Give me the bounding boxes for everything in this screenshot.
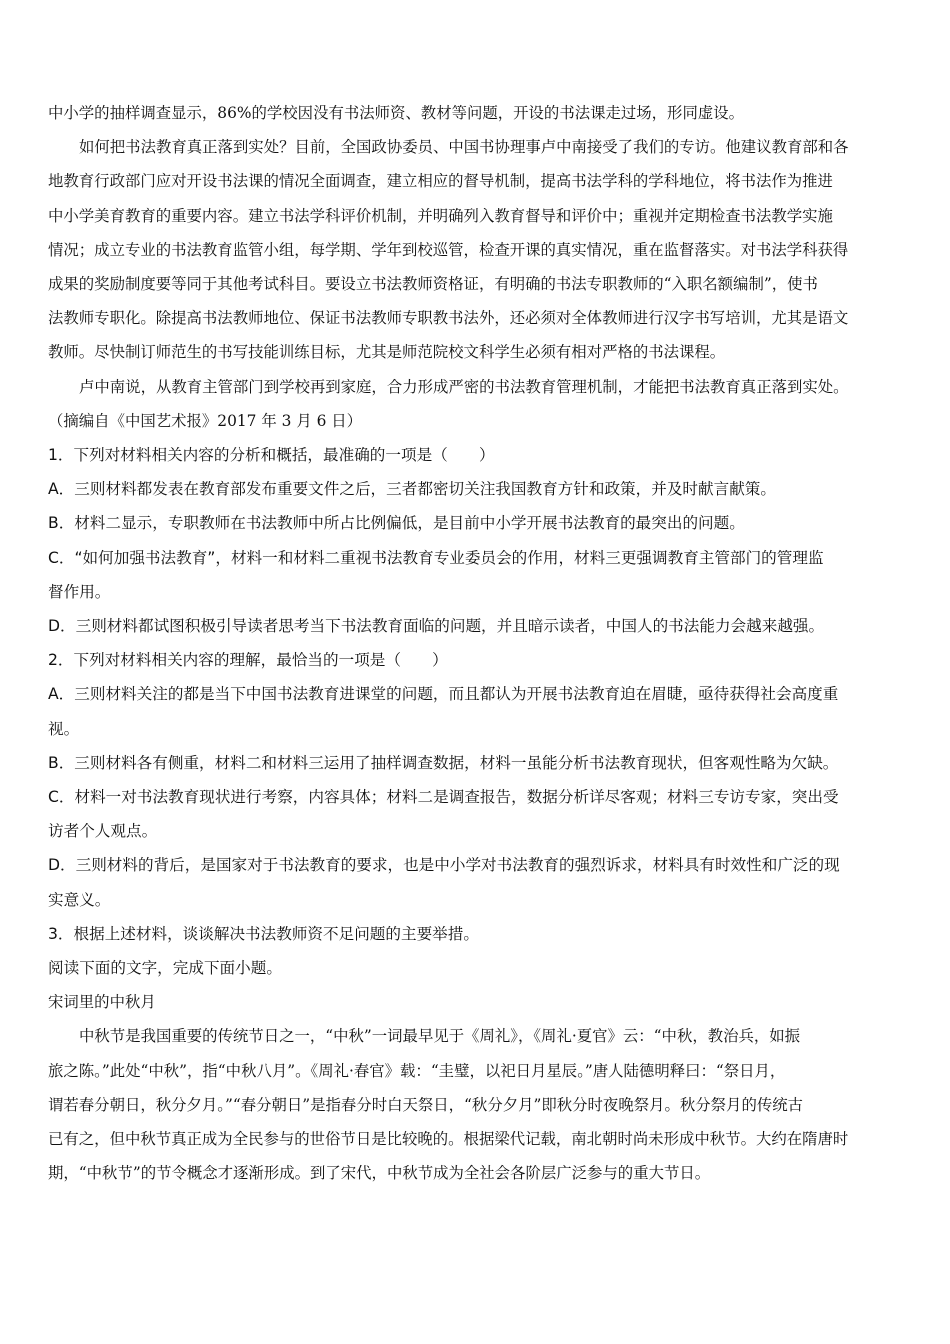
- text-line: 访者个人观点。: [48, 822, 158, 841]
- text-line: 期，“中秋节”的节令概念才逐渐形成。到了宋代，中秋节成为全社会各阶层广泛参与的重大节日。: [48, 1164, 711, 1183]
- text-line: 中小学美育教育的重要内容。建立书法学科评价机制，并明确列入教育督导和评价中；重视并定期检查书法教学实施: [48, 206, 833, 225]
- text-line: 已有之，但中秋节真正成为全民参与的世俗节日是比较晚的。根据梁代记载，南北朝时尚未形成中秋节。大约在隋唐时: [48, 1130, 849, 1149]
- text-line: 宋词里的中秋月: [48, 993, 156, 1012]
- text-line: 督作用。: [48, 582, 111, 601]
- text-line: 3．根据上述材料，谈谈解决书法教师资不足问题的主要举措。: [48, 924, 479, 943]
- text-line: 卢中南说，从教育主管部门到学校再到家庭，合力形成严密的书法教育管理机制，才能把书法教育真正落到实处。: [79, 377, 849, 396]
- text-line: 中秋节是我国重要的传统节日之一，“中秋”一词最早见于《周礼》，《周礼·夏官》云：“中秋，教治兵，如振: [79, 1027, 801, 1046]
- text-line: 地教育行政部门应对开设书法课的情况全面调查，建立相应的督导机制，提高书法学科的学科地位，将书法作为推进: [48, 172, 833, 191]
- text-line: 谓若春分朝日，秋分夕月。”“春分朝日”是指春分时白天祭日，“秋分夕月”即秋分时夜晚祭月。秋分祭月的传统古: [48, 1095, 804, 1114]
- text-line: 如何把书法教育真正落到实处？目前，全国政协委员、中国书协理事卢中南接受了我们的专访。他建议教育部和各: [79, 138, 849, 157]
- text-line: B．三则材料各有侧重，材料二和材料三运用了抽样调查数据，材料一虽能分析书法教育现状，但客观性略为欠缺。: [48, 753, 839, 772]
- text-line: C．“如何加强书法教育”，材料一和材料二重视书法教育专业委员会的作用，材料三更强调教育主管部门的管理监: [48, 548, 824, 567]
- text-line: 2．下列对材料相关内容的理解，最恰当的一项是（ ）: [48, 651, 448, 670]
- text-line: A．三则材料都发表在教育部发布重要文件之后，三者都密切关注我国教育方针和政策，并及时献言献策。: [48, 480, 776, 499]
- text-line: 中小学的抽样调查显示，86%的学校因没有书法师资、教材等问题，开设的书法课走过场，形同虚设。: [48, 104, 745, 122]
- text-line: 成果的奖励制度要等同于其他考试科目。要设立书法教师资格证，有明确的书法专职教师的“入职名额编制”，使书: [48, 275, 818, 294]
- text-line: 实意义。: [48, 890, 111, 909]
- text-line: A．三则材料关注的都是当下中国书法教育进课堂的问题，而且都认为开展书法教育迫在眉睫，亟待获得社会高度重: [48, 685, 839, 704]
- text-line: 旅之陈。”此处“中秋”，指“中秋八月”。《周礼·春官》载：“圭璧，以祀日月星辰。”唐人陆德明释曰：“祭日月，: [48, 1061, 786, 1080]
- text-line: 视。: [48, 719, 80, 738]
- text-line: （摘编自《中国艺术报》2017 年 3 月 6 日）: [48, 411, 363, 430]
- text-line: 阅读下面的文字，完成下面小题。: [48, 959, 282, 978]
- text-line: D．三则材料都试图积极引导读者思考当下书法教育面临的问题，并且暗示读者，中国人的书法能力会越来越强。: [48, 617, 825, 636]
- document-page: [48, 96, 910, 1191]
- text-line: 教师。尽快制订师范生的书写技能训练目标，尤其是师范院校文科学生必须有相对严格的书法课程。: [48, 343, 726, 362]
- text-line: 法教师专职化。除提高书法教师地位、保证书法教师专职教书法外，还必须对全体教师进行汉字书写培训，尤其是语文: [48, 309, 849, 328]
- text-line: 1．下列对材料相关内容的分析和概括，最准确的一项是（ ）: [48, 446, 495, 465]
- text-line: C．材料一对书法教育现状进行考察，内容具体；材料二是调查报告，数据分析详尽客观；材料三专访专家，突出受: [48, 788, 839, 807]
- text-line: 情况；成立专业的书法教育监管小组，每学期、学年到校巡管，检查开课的真实情况，重在监督落实。对书法学科获得: [48, 240, 849, 259]
- text-line: D．三则材料的背后，是国家对于书法教育的要求，也是中小学对书法教育的强烈诉求，材料具有时效性和广泛的现: [48, 856, 840, 875]
- text-line: B．材料二显示，专职教师在书法教师中所占比例偏低，是目前中小学开展书法教育的最突出的问题。: [48, 514, 745, 533]
